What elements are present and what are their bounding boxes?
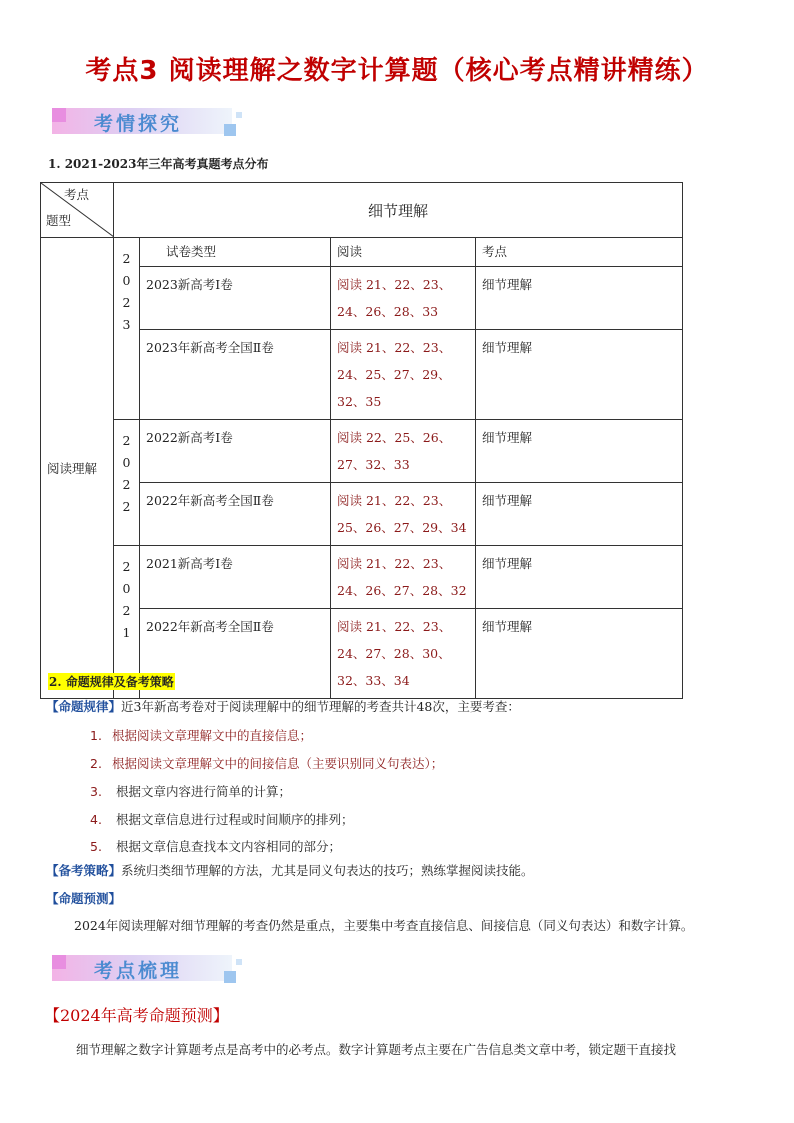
banner-decoration-square	[52, 108, 66, 122]
corner-label-point: 考点	[63, 187, 89, 202]
table-row: 2 0 2 1 2021新高考Ⅰ卷 阅读 21、22、23、24、26、27、28、32 细节理解	[41, 546, 683, 609]
list-item: 2. 根据阅读文章理解文中的间接信息（主要识别同义句表达）；	[90, 756, 444, 771]
banner-decoration-square	[236, 112, 242, 118]
forecast-text: 细节理解之数字计算题考点是高考中的必考点。数字计算题考点主要在广告信息类文章中考，锁定题干直接找	[76, 1042, 677, 1057]
column-header-point: 考点	[476, 238, 683, 267]
table-row: 2 0 2 2 2022新高考Ⅰ卷 阅读 22、25、26、27、32、33 细节理解	[41, 420, 683, 483]
section-banner-exam-analysis	[52, 106, 242, 138]
list-item: 4. 根据文章信息进行过程或时间顺序的排列；	[90, 812, 354, 827]
predict-text: 2024年阅读理解对细节理解的考查仍然是重点，主要集中考查直接信息、间接信息（同义句表达）和数字计算。	[74, 918, 694, 933]
strategy-label: 【备考策略】	[46, 863, 122, 878]
row-label-reading: 阅读理解	[41, 238, 114, 699]
banner-decoration-square	[224, 124, 236, 136]
exam-distribution-table	[40, 182, 683, 699]
list-item: 3. 根据文章内容进行简单的计算；	[90, 784, 291, 799]
rule-text: 近3年新高考卷对于阅读理解中的细节理解的考查共计48次，主要考查：	[121, 699, 520, 714]
section-heading-distribution: 1. 2021-2023年三年高考真题考点分布	[48, 157, 269, 171]
table-row: 2022年新高考全国Ⅱ卷 阅读 21、22、23、24、27、28、30、32、33、34 细节理解	[41, 609, 683, 699]
predict-label-line	[46, 889, 121, 909]
list-item: 5. 根据文章信息查找本文内容相同的部分；	[90, 839, 341, 854]
strategy-paragraph	[46, 861, 534, 881]
column-header-reading: 阅读	[331, 238, 476, 267]
table-row: 2022年新高考全国Ⅱ卷 阅读 21、22、23、25、26、27、29、34 细节理解	[41, 483, 683, 546]
banner-decoration-square	[52, 955, 66, 969]
rule-label: 【命题规律】	[46, 699, 122, 714]
table-row: 2023新高考Ⅰ卷 阅读 21、22、23、24、26、28、33 细节理解	[41, 267, 683, 330]
strategy-text: 系统归类细节理解的方法，尤其是同义句表达的技巧；熟练掌握阅读技能。	[121, 863, 534, 878]
predict-label: 【命题预测】	[46, 891, 122, 906]
banner-decoration-square	[236, 959, 242, 965]
corner-label-type: 题型	[46, 213, 72, 228]
table-corner-cell	[41, 183, 114, 238]
banner-label: 考情探究	[94, 113, 183, 135]
list-item: 1. 根据阅读文章理解文中的直接信息；	[90, 728, 313, 743]
section-heading-strategy: 2. 命题规律及备考策略	[49, 675, 174, 689]
banner-label: 考点梳理	[94, 960, 183, 982]
table-row: 2023年新高考全国Ⅱ卷 阅读 21、22、23、24、25、27、29、32、35 细节理解	[41, 330, 683, 420]
category-header: 细节理解	[114, 183, 683, 238]
column-header-paper: 试卷类型	[140, 238, 331, 267]
year-cell-2023: 2 0 2 3	[114, 238, 140, 420]
rule-paragraph	[46, 697, 520, 717]
section-banner-key-points	[52, 953, 242, 985]
forecast-heading: 【2024年高考命题预测】	[44, 1006, 229, 1025]
page-title: 考点3 阅读理解之数字计算题（核心考点精讲精练）	[85, 56, 709, 86]
year-cell-2021: 2 0 2 1	[114, 546, 140, 699]
banner-decoration-square	[224, 971, 236, 983]
year-cell-2022: 2 0 2 2	[114, 420, 140, 546]
